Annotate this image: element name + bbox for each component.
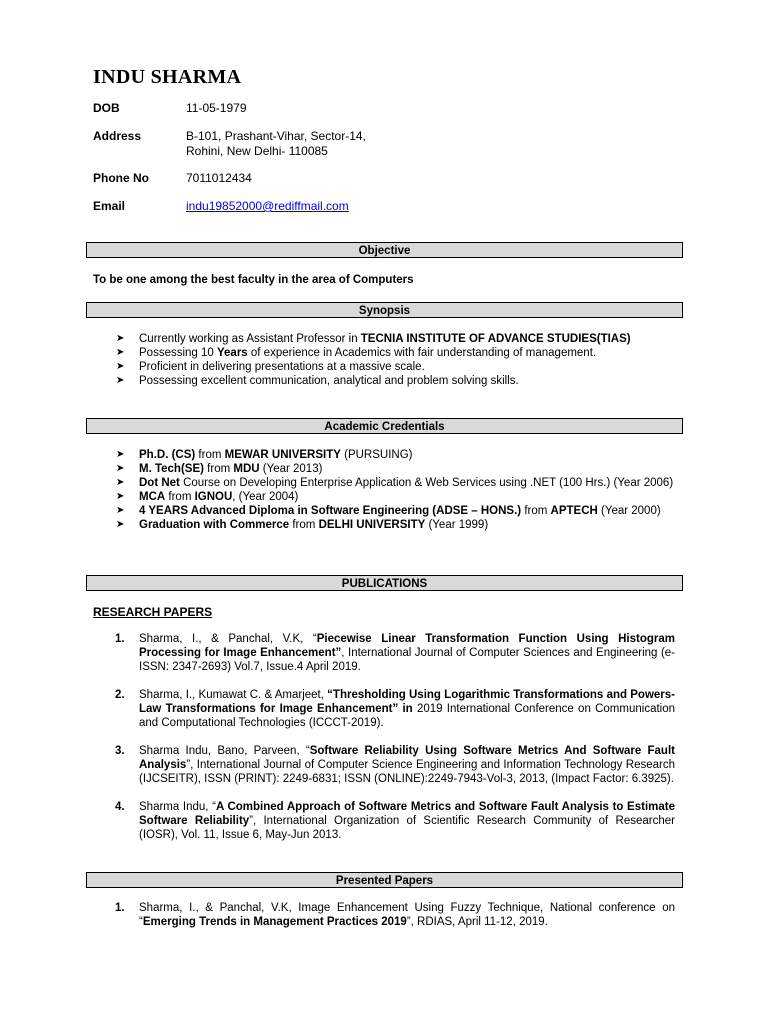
publication-item xyxy=(93,901,675,929)
publication-number: 3. xyxy=(115,745,125,757)
bullet-arrow-icon: ➤ xyxy=(116,463,125,474)
publication-details: ”, International Journal of Computer Science Engineering and Information Technology Research (IJCSEITR), ISSN (PRINT): 2249-6831; ISSN (ONLINE):2249-7943-Vol-3, 2013, (Impact Factor: 6.3925). xyxy=(139,759,675,785)
synopsis-bold: Years xyxy=(217,347,248,359)
synopsis-text-end: of experience in Academics with fair understanding of management. xyxy=(247,347,597,359)
academic-list xyxy=(93,448,675,532)
bullet-arrow-icon: ➤ xyxy=(116,361,125,372)
academic-year: (Year 1999) xyxy=(425,519,489,531)
academic-text: from xyxy=(165,491,195,503)
publication-item xyxy=(93,800,675,842)
publication-details: , International Journal of Computer Sciences and Engineering (e-ISSN: 2347-2693) Vol.7, Issue.4 April 2019. xyxy=(139,647,675,673)
publication-title: “Thresholding Using Logarithmic Transformations and Powers-Law Transformations for Image Enhancement” in xyxy=(139,689,675,715)
academic-year: (Year 2000) xyxy=(597,505,661,517)
bullet-arrow-icon: ➤ xyxy=(116,375,125,386)
academic-degree: 4 YEARS Advanced Diploma in Software Engineering (ADSE – HONS.) xyxy=(139,505,522,517)
publication-authors: Sharma Indu, “ xyxy=(139,801,216,813)
research-papers-list xyxy=(93,632,675,842)
synopsis-item xyxy=(93,374,675,388)
publication-authors: Sharma, I., & Panchal, V.K, “ xyxy=(139,633,317,645)
publication-title: A Combined Approach of Software Metrics and Software Fault Analysis to Estimate Software Reliability xyxy=(139,801,675,827)
academic-year: (Year 2013) xyxy=(259,463,323,475)
objective-heading: Objective xyxy=(86,242,683,258)
academic-year: (PURSUING) xyxy=(340,449,413,461)
email-link[interactable]: indu19852000@rediffmail.com xyxy=(186,199,349,213)
academic-item xyxy=(93,490,675,504)
publication-number: 4. xyxy=(115,801,125,813)
synopsis-item xyxy=(93,360,675,374)
publication-details: ”, RDIAS, April 11-12, 2019. xyxy=(406,916,548,928)
academic-text: from xyxy=(203,463,234,475)
address-label: Address xyxy=(93,129,142,143)
address-line-1: B-101, Prashant-Vihar, Sector-14, xyxy=(186,129,366,143)
publication-title: Piecewise Linear Transformation Function Using Histogram Processing for Image Enhancement” xyxy=(139,633,675,659)
bullet-arrow-icon: ➤ xyxy=(116,449,125,460)
bullet-arrow-icon: ➤ xyxy=(116,519,125,530)
publication-authors: Sharma, I., & Panchal, V.K, Image Enhancement Using Fuzzy Technique, National conference on “ xyxy=(139,902,675,928)
publication-title: Emerging Trends in Management Practices 2019 xyxy=(142,916,407,928)
synopsis-text: Possessing excellent communication, analytical and problem solving skills. xyxy=(139,375,519,387)
synopsis-text: Proficient in delivering presentations at a massive scale. xyxy=(139,361,425,373)
academic-degree: Ph.D. (CS) xyxy=(139,449,196,461)
presented-papers-list xyxy=(93,901,675,929)
email-label: Email xyxy=(93,199,126,213)
candidate-name: INDU SHARMA xyxy=(93,66,242,88)
address-line-2: Rohini, New Delhi- 110085 xyxy=(186,144,328,158)
publication-number: 1. xyxy=(115,633,125,645)
publications-heading: PUBLICATIONS xyxy=(86,575,683,591)
academic-text: from xyxy=(521,505,551,517)
academic-degree: Dot Net xyxy=(139,477,180,489)
synopsis-list xyxy=(93,332,675,388)
publication-item xyxy=(93,688,675,730)
academic-item xyxy=(93,518,675,532)
synopsis-text: Currently working as Assistant Professor in xyxy=(139,333,361,345)
research-papers-heading: RESEARCH PAPERS xyxy=(93,605,213,619)
publication-item xyxy=(93,632,675,674)
publication-details: ”, International Organization of Scientific Research Community of Researcher (IOSR), Vol. 11, Issue 6, May-Jun 2013. xyxy=(139,815,675,841)
publication-number: 2. xyxy=(115,689,125,701)
academic-text: from xyxy=(195,449,225,461)
academic-item xyxy=(93,504,675,518)
bullet-arrow-icon: ➤ xyxy=(116,505,125,516)
bullet-arrow-icon: ➤ xyxy=(116,477,125,488)
academic-institution: APTECH xyxy=(550,505,598,517)
academic-degree: Graduation with Commerce xyxy=(139,519,290,531)
academic-item xyxy=(93,462,675,476)
synopsis-heading: Synopsis xyxy=(86,302,683,318)
synopsis-item xyxy=(93,346,675,360)
academic-text: Course on Developing Enterprise Application & Web Services using .NET (100 Hrs.) (Year 2006) xyxy=(179,477,674,489)
academic-item xyxy=(93,476,675,490)
phone-value: 7011012434 xyxy=(186,171,252,185)
presented-papers-heading: Presented Papers xyxy=(86,872,683,888)
address-value xyxy=(186,129,366,159)
publication-authors: Sharma, I., Kumawat C. & Amarjeet, xyxy=(139,689,328,701)
synopsis-text: Possessing 10 xyxy=(139,347,217,359)
academic-institution: MDU xyxy=(233,463,260,475)
dob-value: 11-05-1979 xyxy=(186,101,247,115)
phone-label: Phone No xyxy=(93,171,149,185)
publication-item xyxy=(93,744,675,786)
bullet-arrow-icon: ➤ xyxy=(116,347,125,358)
bullet-arrow-icon: ➤ xyxy=(116,491,125,502)
academic-institution: IGNOU xyxy=(194,491,233,503)
synopsis-item xyxy=(93,332,675,346)
academic-heading: Academic Credentials xyxy=(86,418,683,434)
publication-details: 2019 International Conference on Communication and Computational Technologies (ICCCT-2019). xyxy=(139,703,676,729)
academic-degree: M. Tech(SE) xyxy=(139,463,204,475)
objective-text: To be one among the best faculty in the area of Computers xyxy=(93,274,414,286)
academic-item xyxy=(93,448,675,462)
publication-title: Software Reliability Using Software Metrics And Software Fault Analysis xyxy=(139,745,675,771)
academic-degree: MCA xyxy=(139,491,166,503)
publication-number: 1. xyxy=(115,902,125,914)
dob-label: DOB xyxy=(93,101,120,115)
publication-authors: Sharma Indu, Bano, Parveen, “ xyxy=(139,745,310,757)
academic-text: from xyxy=(289,519,319,531)
synopsis-bold: TECNIA INSTITUTE OF ADVANCE STUDIES(TIAS) xyxy=(360,333,631,345)
bullet-arrow-icon: ➤ xyxy=(116,333,125,344)
academic-institution: MEWAR UNIVERSITY xyxy=(224,449,341,461)
academic-institution: DELHI UNIVERSITY xyxy=(318,519,426,531)
academic-year: , (Year 2004) xyxy=(232,491,299,503)
